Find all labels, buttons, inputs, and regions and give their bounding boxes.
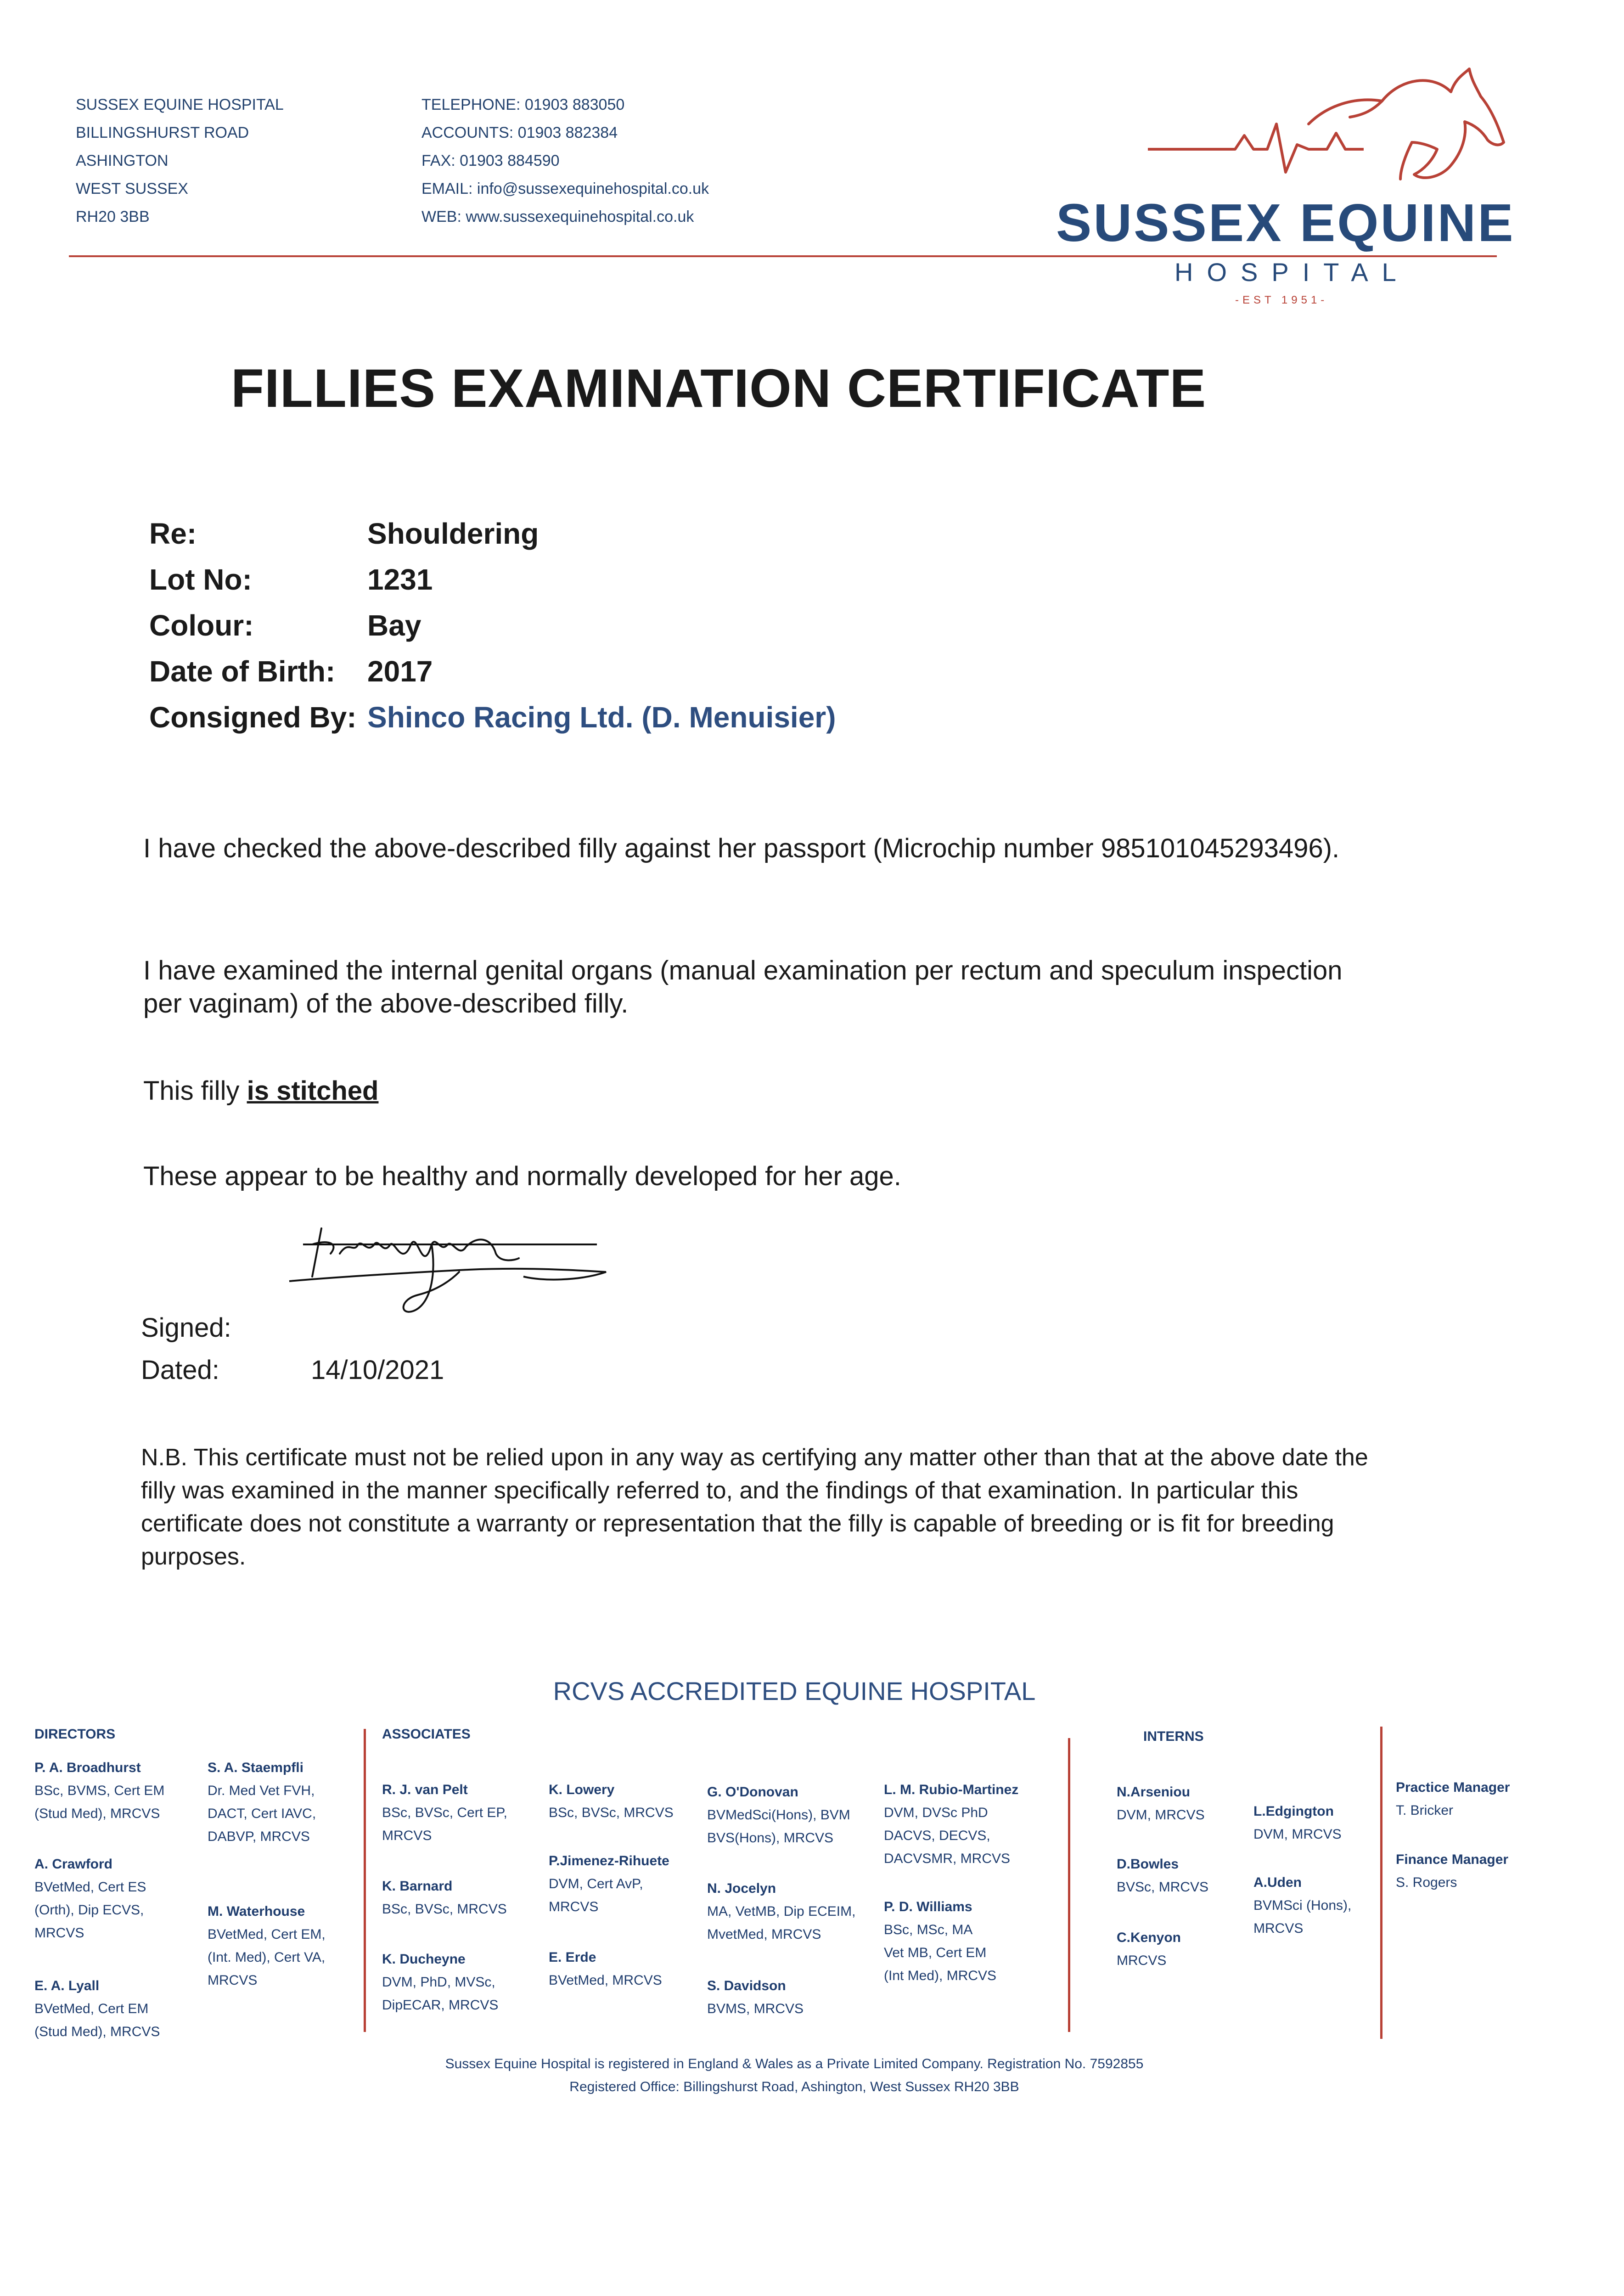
staff-qualifications: MRCVS xyxy=(34,1925,84,1941)
staff-qualifications: (Stud Med), MRCVS xyxy=(34,2024,160,2039)
staff-qualifications: MRCVS xyxy=(549,1899,599,1914)
staff-entry xyxy=(707,1781,850,1850)
staff-entry xyxy=(707,1975,804,2020)
accreditation-banner: RCVS ACCREDITED EQUINE HOSPITAL xyxy=(553,1677,1036,1705)
staff-entry xyxy=(1253,1800,1342,1846)
staff-entry xyxy=(884,1896,996,1987)
staff-qualifications: DipECAR, MRCVS xyxy=(382,1998,499,2013)
staff-name: K. Ducheyne xyxy=(382,1952,466,1967)
staff-qualifications: Vet MB, Cert EM xyxy=(884,1945,987,1960)
website: WEB: www.sussexequinehospital.co.uk xyxy=(421,208,694,225)
detail-row-dob xyxy=(149,648,836,694)
detail-row-re xyxy=(149,511,836,557)
hospital-contact xyxy=(421,91,709,231)
staff-qualifications: DVM, Cert AvP, xyxy=(549,1876,643,1891)
registered-office: Registered Office: Billingshurst Road, Ashington, West Sussex RH20 3BB xyxy=(569,2079,1019,2094)
staff-name: E. A. Lyall xyxy=(34,1978,100,1993)
staff-entry xyxy=(549,1778,674,1824)
staff-name: K. Lowery xyxy=(549,1782,615,1797)
staff-entry xyxy=(1117,1781,1205,1827)
logo-established: -EST 1951- xyxy=(1235,294,1328,306)
staff-name: S. Davidson xyxy=(707,1978,786,1993)
accounts-phone: ACCOUNTS: 01903 882384 xyxy=(421,124,618,141)
staff-qualifications: DVM, PhD, MVSc, xyxy=(382,1975,495,1990)
staff-entry xyxy=(1253,1871,1351,1940)
address-line: BILLINGSHURST ROAD xyxy=(76,124,249,141)
email: EMAIL: info@sussexequinehospital.co.uk xyxy=(421,180,709,197)
lot-label: Lot No: xyxy=(149,563,252,596)
staff-qualifications: BVS(Hons), MRCVS xyxy=(707,1830,834,1846)
staff-entry xyxy=(382,1875,507,1921)
staff-name: N. Jocelyn xyxy=(707,1881,776,1896)
staff-name: A.Uden xyxy=(1253,1875,1302,1890)
staff-qualifications: DVM, DVSc PhD xyxy=(884,1805,988,1820)
staff-entry xyxy=(34,1975,160,2043)
staff-entry xyxy=(549,1850,669,1919)
dated-value: 14/10/2021 xyxy=(311,1355,444,1385)
staff-qualifications: Dr. Med Vet FVH, xyxy=(208,1783,315,1798)
dob-value: 2017 xyxy=(367,655,433,688)
staff-qualifications: BSc, BVSc, MRCVS xyxy=(382,1902,507,1917)
staff-qualifications: BVMedSci(Hons), BVM xyxy=(707,1807,850,1823)
dated-label: Dated: xyxy=(141,1355,219,1385)
logo-subtitle: HOSPITAL xyxy=(1174,258,1410,287)
staff-qualifications: DVM, MRCVS xyxy=(1253,1827,1342,1842)
consigned-value: Shinco Racing Ltd. (D. Menuisier) xyxy=(367,701,836,734)
detail-row-lot xyxy=(149,557,836,602)
staff-qualifications: S. Rogers xyxy=(1396,1875,1457,1890)
staff-entry xyxy=(382,1948,498,2017)
staff-name: S. A. Staempfli xyxy=(208,1760,303,1775)
colour-label: Colour: xyxy=(149,609,254,642)
staff-qualifications: DACVSMR, MRCVS xyxy=(884,1851,1011,1866)
staff-entry xyxy=(1117,1926,1181,1972)
staff-name: D.Bowles xyxy=(1117,1857,1179,1872)
staff-name: E. Erde xyxy=(549,1950,596,1965)
address-line: SUSSEX EQUINE HOSPITAL xyxy=(76,96,284,113)
staff-qualifications: DACVS, DECVS, xyxy=(884,1828,990,1843)
staff-qualifications: DABVP, MRCVS xyxy=(208,1829,310,1844)
staff-entry xyxy=(1396,1776,1510,1822)
staff-qualifications: BSc, BVSc, MRCVS xyxy=(549,1805,674,1820)
staff-name: L. M. Rubio-Martinez xyxy=(884,1782,1019,1797)
detail-row-consigned xyxy=(149,694,836,740)
staff-qualifications: BVMSci (Hons), xyxy=(1253,1898,1352,1913)
staff-name: N.Arseniou xyxy=(1117,1784,1191,1800)
staff-qualifications: BSc, BVSc, Cert EP, xyxy=(382,1805,507,1820)
consigned-label: Consigned By: xyxy=(149,701,357,734)
staff-qualifications: BSc, MSc, MA xyxy=(884,1922,973,1937)
staff-entry xyxy=(208,1756,316,1848)
footer-divider xyxy=(364,1729,366,2032)
staff-qualifications: MRCVS xyxy=(1117,1953,1167,1968)
directors-heading: DIRECTORS xyxy=(34,1727,116,1742)
staff-name: P. D. Williams xyxy=(884,1899,972,1914)
staff-entry xyxy=(707,1877,855,1946)
staff-name: P.Jimenez-Rihuete xyxy=(549,1853,669,1868)
hospital-logo xyxy=(1051,60,1515,317)
staff-entry xyxy=(34,1756,164,1825)
address-line: WEST SUSSEX xyxy=(76,180,188,197)
staff-entry xyxy=(1117,1853,1208,1899)
staff-qualifications: DACT, Cert IAVC, xyxy=(208,1806,316,1821)
staff-entry xyxy=(1396,1848,1508,1894)
lot-value: 1231 xyxy=(367,563,433,596)
logo-name: SUSSEX EQUINE xyxy=(1056,193,1515,253)
stitched-statement xyxy=(143,1075,1383,1108)
header-divider xyxy=(69,255,1497,257)
detail-row-colour xyxy=(149,602,836,648)
hospital-address xyxy=(76,91,284,231)
staff-qualifications: (Orth), Dip ECVS, xyxy=(34,1902,144,1918)
staff-qualifications: BVMS, MRCVS xyxy=(707,2001,804,2016)
staff-qualifications: MA, VetMB, Dip ECEIM, xyxy=(707,1904,856,1919)
staff-qualifications: DVM, MRCVS xyxy=(1117,1807,1205,1823)
staff-qualifications: MRCVS xyxy=(382,1828,432,1843)
staff-entry xyxy=(208,1900,326,1992)
certificate-title: FILLIES EXAMINATION CERTIFICATE xyxy=(230,358,1207,419)
stitched-emphasis: is stitched xyxy=(247,1076,379,1106)
staff-name: K. Barnard xyxy=(382,1879,453,1894)
disclaimer-note: N.B. This certificate must not be relied upon in any way as certifying any matter other than that at the above date the filly was examined in the manner specifically referred to, and the findings of that examination. In particular this certificate does not constitute a warranty or representation that the filly is capable of breeding or is fit for breeding purposes. xyxy=(141,1444,1368,1570)
staff-name: Finance Manager xyxy=(1396,1852,1509,1867)
health-statement: These appear to be healthy and normally developed for her age. xyxy=(143,1161,901,1191)
associates-heading: ASSOCIATES xyxy=(382,1727,471,1742)
footer-divider xyxy=(1380,1727,1382,2039)
passport-check-paragraph: I have checked the above-described filly against her passport (Microchip number 985101045293496). xyxy=(143,833,1340,863)
staff-qualifications: BVetMed, Cert EM xyxy=(34,2001,149,2016)
staff-entry xyxy=(549,1946,662,1992)
staff-name: G. O'Donovan xyxy=(707,1784,798,1800)
fax: FAX: 01903 884590 xyxy=(421,152,560,169)
dob-label: Date of Birth: xyxy=(149,655,336,688)
staff-name: P. A. Broadhurst xyxy=(34,1760,141,1775)
footer-divider xyxy=(1068,1738,1070,2032)
staff-qualifications: (Int Med), MRCVS xyxy=(884,1968,997,1983)
address-line: ASHINGTON xyxy=(76,152,169,169)
signature-icon xyxy=(285,1212,615,1332)
registration-notice: Sussex Equine Hospital is registered in England & Wales as a Private Limited Company. Registration No. 7592855 xyxy=(445,2056,1144,2071)
staff-qualifications: MRCVS xyxy=(208,1973,258,1988)
staff-name: R. J. van Pelt xyxy=(382,1782,468,1797)
address-line: RH20 3BB xyxy=(76,208,150,225)
staff-entry xyxy=(884,1778,1018,1870)
staff-name: L.Edgington xyxy=(1253,1804,1334,1819)
stitched-prefix: This filly xyxy=(143,1076,247,1106)
staff-qualifications: (Stud Med), MRCVS xyxy=(34,1806,160,1821)
staff-name: M. Waterhouse xyxy=(208,1904,305,1919)
re-value: Shouldering xyxy=(367,517,539,550)
staff-qualifications: T. Bricker xyxy=(1396,1803,1454,1818)
staff-name: C.Kenyon xyxy=(1117,1930,1181,1945)
re-label: Re: xyxy=(149,517,197,550)
staff-qualifications: (Int. Med), Cert VA, xyxy=(208,1950,326,1965)
interns-heading: INTERNS xyxy=(1143,1729,1204,1744)
telephone: TELEPHONE: 01903 883050 xyxy=(421,96,625,113)
staff-qualifications: MRCVS xyxy=(1253,1921,1304,1936)
horse-heartbeat-icon xyxy=(1051,60,1511,197)
filly-details xyxy=(149,511,836,740)
staff-qualifications: BVetMed, Cert EM, xyxy=(208,1927,326,1942)
staff-qualifications: BVetMed, Cert ES xyxy=(34,1880,146,1895)
staff-qualifications: BVetMed, MRCVS xyxy=(549,1973,662,1988)
examination-paragraph: I have examined the internal genital organs (manual examination per rectum and speculum inspection per vaginam) of the above-described filly. xyxy=(143,956,1343,1019)
colour-value: Bay xyxy=(367,609,421,642)
staff-qualifications: BSc, BVMS, Cert EM xyxy=(34,1783,165,1798)
staff-name: Practice Manager xyxy=(1396,1780,1510,1795)
staff-qualifications: BVSc, MRCVS xyxy=(1117,1880,1209,1895)
staff-name: A. Crawford xyxy=(34,1857,113,1872)
staff-qualifications: MvetMed, MRCVS xyxy=(707,1927,821,1942)
staff-entry xyxy=(382,1778,507,1847)
staff-entry xyxy=(34,1853,146,1945)
signed-label: Signed: xyxy=(141,1313,231,1343)
